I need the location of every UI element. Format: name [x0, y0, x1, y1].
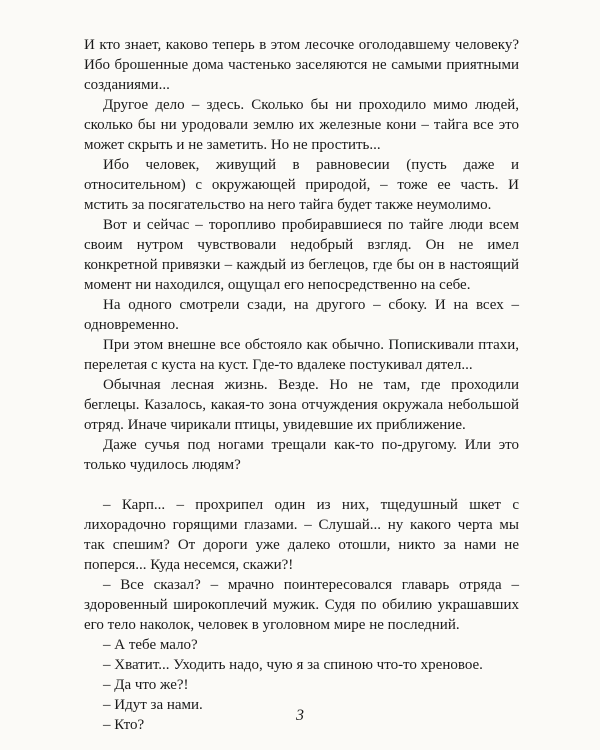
dialogue-line: – Идут за нами. [103, 697, 203, 713]
page-number: 3 [296, 707, 304, 724]
dialogue-line: – Да что же?! [103, 677, 189, 693]
paragraph: Даже сучья под ногами трещали как-то по-другому. Или это только чудилось людям? [84, 437, 519, 473]
paragraph: На одного смотрели сзади, на другого – сбоку. И на всех – одновременно. [84, 297, 519, 333]
paragraph: Другое дело – здесь. Сколько бы ни проходило мимо людей, сколько бы ни уродовали землю их железные кони – тайга все это может скрыть и не заметить. Но не простить... [84, 97, 519, 153]
dialogue-line: – Кто? [103, 717, 145, 733]
paragraph: И кто знает, каково теперь в этом лесочке оголодавшему человеку? Ибо брошенные дома частенько заселяются не самыми приятными созданиями... [84, 37, 519, 93]
body-text [84, 35, 519, 735]
dialogue-line: – Карп... – прохрипел один из них, тщедушный шкет с лихорадочно горящими глазами. – Слушай... ну какого черта мы так спешим? От дороги уже далеко отошли, никто за нами не поперся... Куда несемся, скажи?! [84, 497, 519, 573]
paragraph: Обычная лесная жизнь. Везде. Но не там, где проходили беглецы. Казалось, какая-то зона отчуждения окружала небольшой отряд. Иначе чирикали птицы, увидевшие их приближение. [84, 377, 519, 433]
dialogue-line: – Хватит... Уходить надо, чую я за спиною что-то хреновое. [103, 657, 483, 673]
dialogue-line: – А тебе мало? [103, 637, 198, 653]
paragraph: Ибо человек, живущий в равновесии (пусть даже и относительном) с окружающей природой, – тоже ее часть. И мстить за посягательство на него тайга будет также неумолимо. [84, 157, 519, 213]
dialogue-line: – Все сказал? – мрачно поинтересовался главарь отряда – здоровенный широкоплечий мужик. Судя по обилию украшавших его тело наколок, человек в уголовном мире не последний. [84, 577, 519, 633]
paragraph: При этом внешне все обстояло как обычно. Попискивали птахи, перелетая с куста на куст. Где-то вдалеке постукивал дятел... [84, 337, 519, 373]
paragraph: Вот и сейчас – торопливо пробиравшиеся по тайге люди всем своим нутром чувствовали недобрый взгляд. Он не имел конкретной привязки – каждый из беглецов, где бы он в настоящий момент ни находился, ощущал его непосредственно на себе. [84, 217, 519, 293]
